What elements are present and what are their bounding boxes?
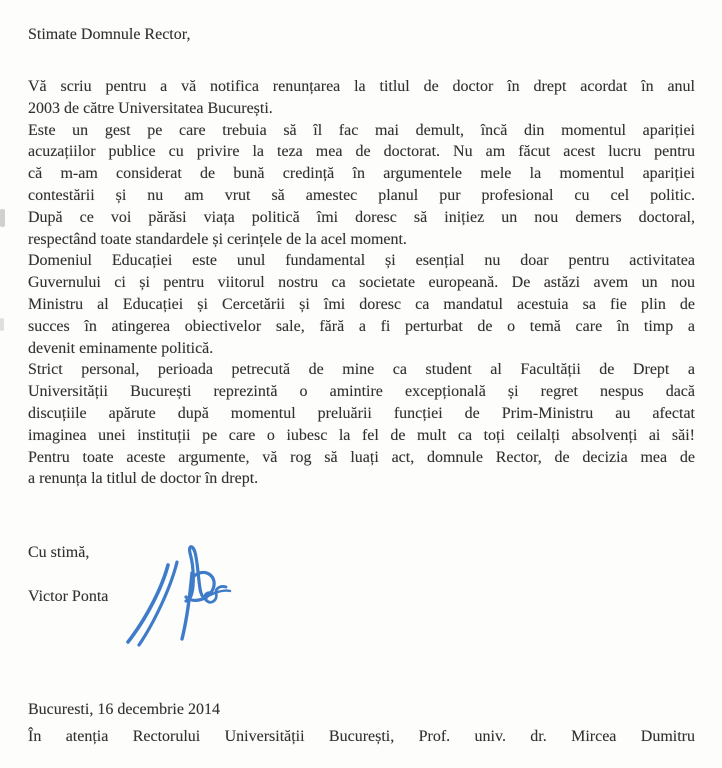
body-line: respectând toate standardele și cerințele de la acel moment.	[28, 230, 407, 248]
body-line: Domeniul Educației este unul fundamental și esențial nu doar pentru activitatea	[28, 252, 695, 270]
body-line: imaginea unei instituții pe care o iubesc la fel de mult ca toți ceilalți absolvenți ai săi!	[28, 426, 695, 444]
body-line: Universității București reprezintă o amintire excepțională și regret nespus dacă	[28, 383, 695, 401]
body-line: Ministru al Educației și Cercetării și îmi doresc ca mandatul acestuia sa fie plin de	[28, 295, 695, 313]
body-line: discuțiile apărute după momentul preluării funcției de Prim-Ministru au afectat	[28, 404, 695, 422]
body-line: devenit eminamente politică.	[28, 339, 214, 357]
body-line: a renunța la titlul de doctor în drept.	[28, 470, 259, 488]
signature-name: Victor Ponta	[28, 588, 109, 606]
body-line: Guvernului ci și pentru viitorul nostru ca societate europeană. De astăzi avem un nou	[28, 274, 695, 292]
body-line: Strict personal, perioada petrecută de mine ca student al Facultății de Drept a	[28, 361, 695, 379]
letter-body	[28, 76, 695, 490]
scan-artifact	[0, 318, 4, 331]
closing-phrase: Cu stimă,	[28, 544, 90, 562]
body-line: Este un gest pe care trebuia să îl fac mai demult, încă din momentul apariției	[28, 121, 695, 139]
salutation: Stimate Domnule Rector,	[28, 26, 191, 43]
body-line: acuzațiilor publice cu privire la teza mea de doctorat. Nu am făcut acest lucru pentru	[28, 143, 695, 161]
date-line: Bucuresti, 16 decembrie 2014	[28, 701, 220, 719]
body-line: Pentru toate aceste argumente, vă rog să luați act, domnule Rector, de decizia mea de	[28, 448, 695, 466]
attention-line: În atenția Rectorului Universității București, Prof. univ. dr. Mircea Dumitru	[28, 728, 695, 746]
body-line: că m-am considerat de bună credință în argumentele mele la momentul apariției	[28, 165, 695, 183]
body-line: Vă scriu pentru a vă notifica renunțarea la titlul de doctor în drept acordat în anul	[28, 78, 695, 95]
body-line: succes în atingerea obiectivelor sale, fără a fi perturbat de o temă care în timp a	[28, 317, 695, 335]
body-line: 2003 de către Universitatea București.	[28, 99, 273, 117]
body-line: După ce voi părăsi viața politică îmi doresc să inițiez un nou demers doctoral,	[28, 208, 695, 226]
scan-artifact	[0, 209, 5, 227]
body-line: contestării și nu am vrut să amestec planul pur profesional cu cel politic.	[28, 186, 695, 204]
